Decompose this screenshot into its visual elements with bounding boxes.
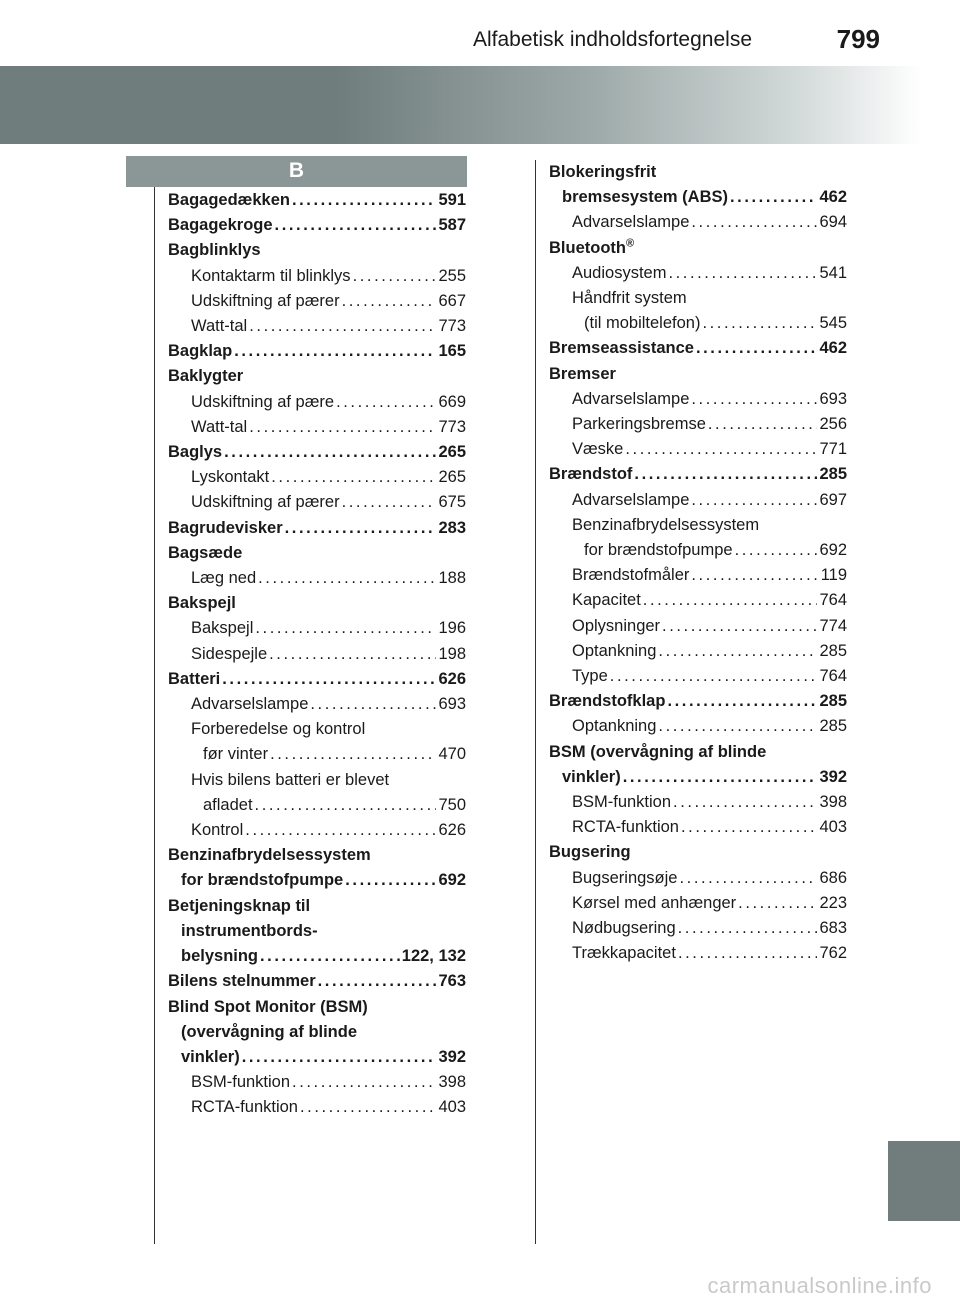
dot-leader: [678, 916, 818, 941]
entry-label: Brændstof: [549, 465, 633, 484]
entry-label: Hvis bilens batteri er blevet: [191, 770, 390, 789]
entry-label: Bagklap: [168, 342, 233, 361]
entry-label: for brændstofpumpe: [584, 541, 733, 560]
entry-label: Advarselslampe: [572, 490, 690, 509]
entry-label: Udskiftning af pærer: [191, 493, 340, 512]
index-column-left: [168, 188, 466, 1121]
index-subentry: [549, 412, 847, 437]
dot-leader: [643, 588, 818, 613]
page-reference[interactable]: 188: [438, 569, 466, 588]
entry-label: vinkler): [181, 1047, 240, 1066]
entry-label: Batteri: [168, 669, 221, 688]
page-reference[interactable]: 285: [819, 641, 847, 660]
page-reference[interactable]: 771: [819, 440, 847, 459]
index-subentry: [549, 488, 847, 513]
index-subentry: [168, 818, 466, 843]
index-subentry: [549, 563, 847, 588]
page-reference[interactable]: 692: [819, 541, 847, 560]
index-subentry: [549, 588, 847, 613]
dot-leader: [249, 415, 436, 440]
dot-leader: [342, 490, 437, 515]
entry-label: Bagagekroge: [168, 216, 273, 235]
dot-leader: [285, 516, 437, 541]
page-reference[interactable]: 692: [438, 871, 466, 890]
index-subentry: [549, 664, 847, 689]
entry-label: Læg ned: [191, 569, 257, 588]
page-reference[interactable]: 669: [438, 392, 466, 411]
entry-label: Blind Spot Monitor (BSM): [168, 997, 368, 1016]
page-reference[interactable]: 392: [438, 1047, 466, 1066]
section-header: [126, 156, 467, 187]
dot-leader: [255, 793, 437, 818]
entry-label: Optankning: [572, 717, 657, 736]
dot-leader: [691, 210, 817, 235]
dot-leader: [625, 437, 817, 462]
index-entry: [168, 238, 466, 263]
entry-label: Bremser: [549, 364, 616, 383]
index-entry: [549, 362, 847, 387]
entry-label: Watt-tal: [191, 317, 248, 336]
entry-label: Bagrudevisker: [168, 518, 283, 537]
entry-label: Håndfrit system: [572, 289, 687, 308]
dot-leader: [696, 336, 818, 361]
index-entry: [168, 516, 466, 541]
index-subentry: [168, 692, 466, 717]
page-reference[interactable]: 398: [819, 793, 847, 812]
entry-label: Advarselslampe: [572, 213, 690, 232]
index-subentry: [549, 513, 847, 538]
entry-label: Bremseassistance: [549, 339, 694, 358]
entry-label: (overvågning af blinde: [181, 1022, 358, 1041]
index-column-right: [549, 160, 847, 967]
page-reference[interactable]: 697: [819, 490, 847, 509]
page-reference[interactable]: 122, 132: [401, 947, 466, 966]
entry-label: Kapacitet: [572, 591, 641, 610]
dot-leader: [738, 891, 817, 916]
entry-label: belysning: [181, 947, 259, 966]
dot-leader: [702, 311, 817, 336]
dot-leader: [222, 667, 436, 692]
dot-leader: [292, 188, 437, 213]
entry-label: Advarselslampe: [572, 389, 690, 408]
page-reference[interactable]: 683: [819, 919, 847, 938]
dot-leader: [336, 390, 436, 415]
index-entry: [168, 944, 466, 969]
dot-leader: [271, 465, 436, 490]
dot-leader: [735, 538, 818, 563]
dot-leader: [658, 639, 817, 664]
page-reference[interactable]: 283: [438, 518, 466, 537]
page-reference[interactable]: 693: [438, 695, 466, 714]
entry-label: Brændstofmåler: [572, 566, 690, 585]
index-subentry: [549, 790, 847, 815]
page-reference[interactable]: 285: [819, 717, 847, 736]
entry-label: Lyskontakt: [191, 468, 270, 487]
page-reference[interactable]: 165: [438, 342, 466, 361]
index-entry: [549, 336, 847, 361]
index-entry: [168, 969, 466, 994]
index-subentry: [168, 1070, 466, 1095]
index-subentry: [168, 390, 466, 415]
index-subentry: [549, 714, 847, 739]
page-reference[interactable]: 265: [438, 468, 466, 487]
index-subentry: [549, 639, 847, 664]
index-subentry: [168, 289, 466, 314]
watermark: carmanualsonline.info: [707, 1273, 932, 1298]
entry-label: for brændstofpumpe: [181, 871, 344, 890]
index-entry: [549, 462, 847, 487]
index-subentry: [168, 768, 466, 793]
entry-label: RCTA-funktion: [572, 818, 679, 837]
page-reference[interactable]: 675: [438, 493, 466, 512]
entry-label: Bakspejl: [191, 619, 254, 638]
entry-label: Audiosystem: [572, 263, 667, 282]
index-entry: [168, 591, 466, 616]
dot-leader: [691, 387, 817, 412]
entry-label: før vinter: [203, 745, 269, 764]
column-divider-right: [535, 160, 536, 1244]
page-reference[interactable]: 285: [819, 692, 847, 711]
page-reference[interactable]: 198: [438, 644, 466, 663]
page-reference[interactable]: 667: [438, 291, 466, 310]
page-reference[interactable]: 773: [438, 317, 466, 336]
page-reference[interactable]: 223: [819, 893, 847, 912]
entry-label: Kontaktarm til blinklys: [191, 266, 351, 285]
index-subentry: [549, 437, 847, 462]
entry-label: Nødbugsering: [572, 919, 676, 938]
entry-label: Kørsel med anhænger: [572, 893, 737, 912]
page-reference[interactable]: 403: [819, 818, 847, 837]
page-reference[interactable]: 119: [820, 566, 847, 585]
entry-label: Udskiftning af pære: [191, 392, 335, 411]
registered-mark: ®: [625, 237, 635, 250]
page-reference[interactable]: 750: [438, 795, 466, 814]
index-subentry: [549, 891, 847, 916]
index-subentry: [168, 616, 466, 641]
dot-leader: [249, 314, 436, 339]
page-reference[interactable]: 591: [438, 191, 466, 209]
entry-label: Bilens stelnummer: [168, 972, 316, 991]
page-reference[interactable]: 196: [438, 619, 466, 638]
dot-leader: [318, 969, 437, 994]
page-reference[interactable]: 545: [819, 314, 847, 333]
index-subentry: [549, 941, 847, 966]
page-header: [0, 22, 960, 62]
index-subentry: [168, 415, 466, 440]
index-subentry: [549, 286, 847, 311]
index-entry: [168, 364, 466, 389]
dot-leader: [730, 185, 817, 210]
page-number: 799: [836, 24, 880, 54]
index-entry: [549, 689, 847, 714]
section-letter: B: [288, 159, 305, 182]
entry-label: Sidespejle: [191, 644, 268, 663]
dot-leader: [708, 412, 818, 437]
index-entry: [168, 843, 466, 868]
dot-leader: [662, 614, 817, 639]
entry-label: Bluetooth®: [549, 237, 635, 257]
dot-leader: [345, 868, 436, 893]
index-entry: [168, 868, 466, 893]
dot-leader: [234, 339, 436, 364]
index-subentry: [168, 1095, 466, 1120]
page-reference[interactable]: 462: [819, 339, 847, 358]
index-subentry: [549, 815, 847, 840]
page-reference[interactable]: 403: [438, 1098, 466, 1117]
dot-leader: [667, 689, 817, 714]
index-subentry: [168, 793, 466, 818]
index-subentry: [168, 314, 466, 339]
page-reference[interactable]: 541: [819, 263, 847, 282]
dot-leader: [623, 765, 818, 790]
index-subentry: [549, 210, 847, 235]
dot-leader: [242, 1045, 437, 1070]
entry-label: Trækkapacitet: [572, 944, 676, 963]
entry-label: BSM-funktion: [572, 793, 672, 812]
entry-label: RCTA-funktion: [191, 1098, 298, 1117]
dot-leader: [678, 941, 818, 966]
index-subentry: [168, 742, 466, 767]
index-entry: [168, 440, 466, 465]
page-reference[interactable]: 773: [438, 417, 466, 436]
dot-leader: [691, 488, 817, 513]
entry-label: Blokeringsfrit: [549, 163, 657, 181]
dot-leader: [310, 692, 436, 717]
page-reference[interactable]: 392: [819, 767, 847, 786]
dot-leader: [300, 1095, 436, 1120]
entry-label: Bugseringsøje: [572, 868, 678, 887]
index-subentry: [549, 311, 847, 336]
dot-leader: [269, 642, 436, 667]
page-reference[interactable]: 686: [819, 868, 847, 887]
entry-label: Brændstofklap: [549, 692, 666, 711]
index-subentry: [549, 614, 847, 639]
dot-leader: [673, 790, 817, 815]
index-entry: [549, 840, 847, 865]
dot-leader: [292, 1070, 436, 1095]
entry-label: Advarselslampe: [191, 695, 309, 714]
page-reference[interactable]: 265: [438, 443, 466, 462]
page-reference[interactable]: 285: [819, 465, 847, 484]
index-entry: [168, 1020, 466, 1045]
page-reference[interactable]: 255: [438, 266, 466, 285]
index-entry: [168, 995, 466, 1020]
entry-label: Watt-tal: [191, 417, 248, 436]
dot-leader: [691, 563, 818, 588]
index-subentry: [549, 916, 847, 941]
entry-label: Kontrol: [191, 821, 244, 840]
page-reference[interactable]: 762: [819, 944, 847, 963]
entry-label: Baglys: [168, 443, 223, 462]
index-subentry: [549, 387, 847, 412]
page-title: Alfabetisk indholdsfortegnelse: [472, 28, 752, 51]
index-entry: [549, 740, 847, 765]
entry-label: Udskiftning af pærer: [191, 291, 340, 310]
page-reference[interactable]: 470: [438, 745, 466, 764]
index-entry: [168, 919, 466, 944]
page-reference[interactable]: 694: [819, 213, 847, 232]
index-subentry: [168, 465, 466, 490]
dot-leader: [353, 264, 437, 289]
dot-leader: [679, 866, 817, 891]
dot-leader: [258, 566, 436, 591]
entry-label: Benzinafbrydelsessystem: [168, 846, 371, 865]
page-reference[interactable]: 693: [819, 389, 847, 408]
dot-leader: [270, 742, 436, 767]
entry-label: Benzinafbrydelsessystem: [572, 515, 760, 534]
dot-leader: [255, 616, 436, 641]
entry-label: Væske: [572, 440, 624, 459]
page-reference[interactable]: 626: [438, 821, 466, 840]
index-entry: [168, 339, 466, 364]
index-entry: [549, 236, 847, 261]
index-subentry: [168, 717, 466, 742]
dot-leader: [224, 440, 436, 465]
index-entry: [168, 894, 466, 919]
chapter-side-tab: [888, 1141, 960, 1221]
index-subentry: [168, 566, 466, 591]
index-entry: [168, 1045, 466, 1070]
index-entry: [168, 213, 466, 238]
entry-label: bremsesystem (ABS): [562, 188, 728, 207]
page-reference[interactable]: 626: [438, 669, 466, 688]
index-subentry: [549, 866, 847, 891]
dot-leader: [275, 213, 437, 238]
entry-label: vinkler): [562, 767, 621, 786]
dot-leader: [260, 944, 400, 969]
entry-label: Betjeningsknap til: [168, 896, 311, 915]
index-entry: [549, 185, 847, 210]
index-entry: [168, 541, 466, 566]
dot-leader: [610, 664, 818, 689]
page-reference[interactable]: 764: [819, 667, 847, 686]
entry-label: Bugsering: [549, 843, 631, 862]
page-reference[interactable]: 587: [438, 216, 466, 235]
entry-label: afladet: [203, 795, 253, 814]
dot-leader: [634, 462, 817, 487]
entry-label: Baklygter: [168, 367, 244, 386]
index-entry: [168, 667, 466, 692]
dot-leader: [668, 261, 817, 286]
entry-label: BSM-funktion: [191, 1073, 291, 1092]
entry-label: Bagsæde: [168, 543, 243, 562]
dot-leader: [681, 815, 817, 840]
entry-label: Bagagedækken: [168, 191, 290, 209]
index-subentry: [168, 264, 466, 289]
page-reference[interactable]: 774: [819, 616, 847, 635]
entry-label: Bakspejl: [168, 594, 236, 613]
header-banner: [0, 66, 960, 144]
index-subentry: [168, 490, 466, 515]
index-entry: [549, 160, 847, 185]
entry-label: (til mobiltelefon): [584, 314, 701, 333]
page-reference[interactable]: 462: [819, 188, 847, 207]
page-reference[interactable]: 256: [819, 415, 847, 434]
index-entry: [168, 188, 466, 213]
entry-label: Optankning: [572, 641, 657, 660]
entry-label: Oplysninger: [572, 616, 661, 635]
dot-leader: [245, 818, 436, 843]
entry-label: Forberedelse og kontrol: [191, 720, 366, 739]
entry-label: Parkeringsbremse: [572, 415, 706, 434]
index-subentry: [549, 261, 847, 286]
page-reference[interactable]: 764: [819, 591, 847, 610]
entry-label: Type: [572, 667, 608, 686]
entry-label: BSM (overvågning af blinde: [549, 742, 767, 761]
dot-leader: [342, 289, 437, 314]
entry-label: instrumentbords-: [181, 921, 318, 940]
index-subentry: [168, 642, 466, 667]
page-reference[interactable]: 763: [438, 972, 466, 991]
entry-label: Bagblinklys: [168, 241, 261, 260]
column-divider-left: [154, 187, 155, 1244]
index-entry: [549, 765, 847, 790]
page-reference[interactable]: 398: [438, 1073, 466, 1092]
dot-leader: [658, 714, 817, 739]
index-subentry: [549, 538, 847, 563]
